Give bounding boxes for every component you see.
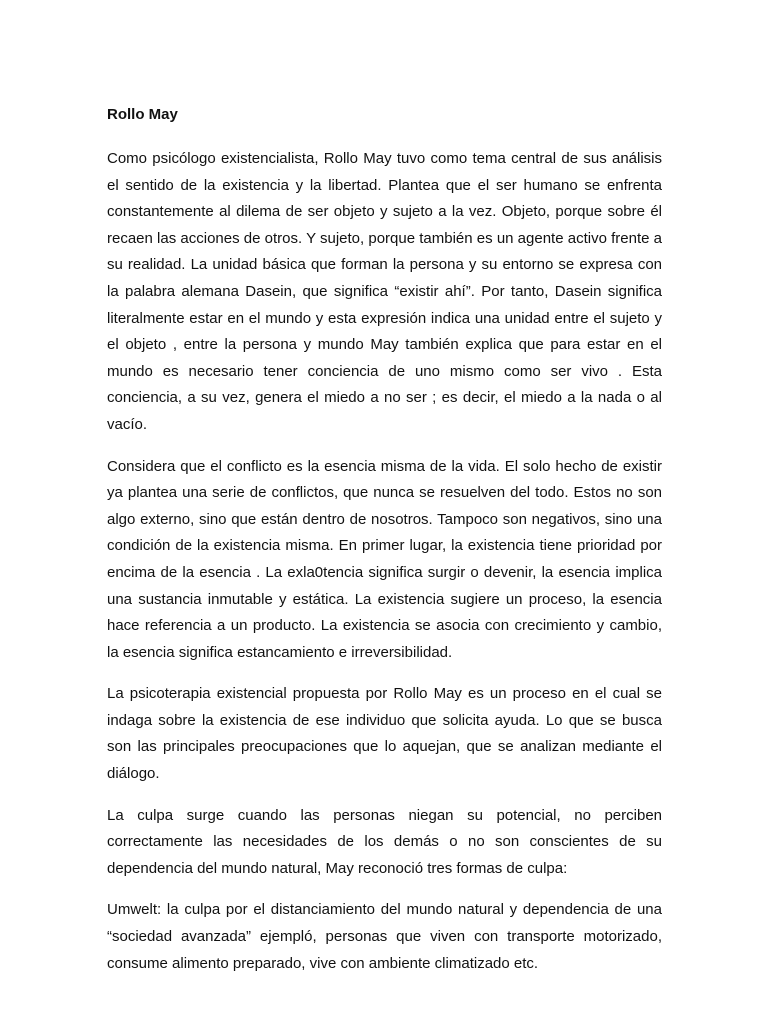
document-body: [107, 102, 662, 992]
paragraph-conflict: Considera que el conflicto es la esencia misma de la vida. El solo hecho de existir ya plantea una serie de conflictos, que nunca se resuelven del todo. Estos no son algo externo, sino que están dentro de nosotros. Tampoco son negativos, sino una condición de la existencia misma. En primer lugar, la existencia tiene prioridad por encima de la esencia . La exla0tencia significa surgir o devenir, la esencia implica una sustancia inmutable y estática. La existencia sugiere un proceso, la esencia hace referencia a un producto. La existencia se asocia con crecimiento y cambio, la esencia significa estancamiento e irreversibilidad.: [107, 457, 662, 661]
paragraph-existence-freedom: Como psicólogo existencialista, Rollo May tuvo como tema central de sus análisis el sentido de la existencia y la libertad. Plantea que el ser humano se enfrenta constantemente al dilema de ser objeto y sujeto a la vez. Objeto, porque sobre él recaen las acciones de otros. Y sujeto, porque también es un agente activo frente a su realidad. La unidad básica que forman la persona y su entorno se expresa con la palabra alemana Dasein, que significa “existir ahí”. Por tanto, Dasein significa literalmente estar en el mundo y esta expresión indica una unidad entre el sujeto y el objeto , entre la persona y mundo May también explica que para estar en el mundo es necesario tener conciencia de uno mismo como ser vivo . Esta conciencia, a su vez, genera el miedo a no ser ; es decir, el miedo a la nada o al vacío.: [107, 150, 662, 433]
document-title: Rollo May: [107, 106, 178, 123]
paragraph-psychotherapy: La psicoterapia existencial propuesta por Rollo May es un proceso en el cual se indaga sobre la existencia de ese individuo que solicita ayuda. Lo que se busca son las principales preocupaciones que lo aquejan, que se analizan mediante el diálogo.: [107, 685, 662, 783]
paragraph-umwelt: Umwelt: la culpa por el distanciamiento del mundo natural y dependencia de una “sociedad avanzada” ejempló, personas que viven con transporte motorizado, consume alimento preparado, vive con ambiente climatizado etc.: [107, 901, 662, 972]
paragraph-guilt: La culpa surge cuando las personas niegan su potencial, no perciben correctamente las necesidades de los demás o no son conscientes de su dependencia del mundo natural, May reconoció tres formas de culpa:: [107, 806, 662, 877]
